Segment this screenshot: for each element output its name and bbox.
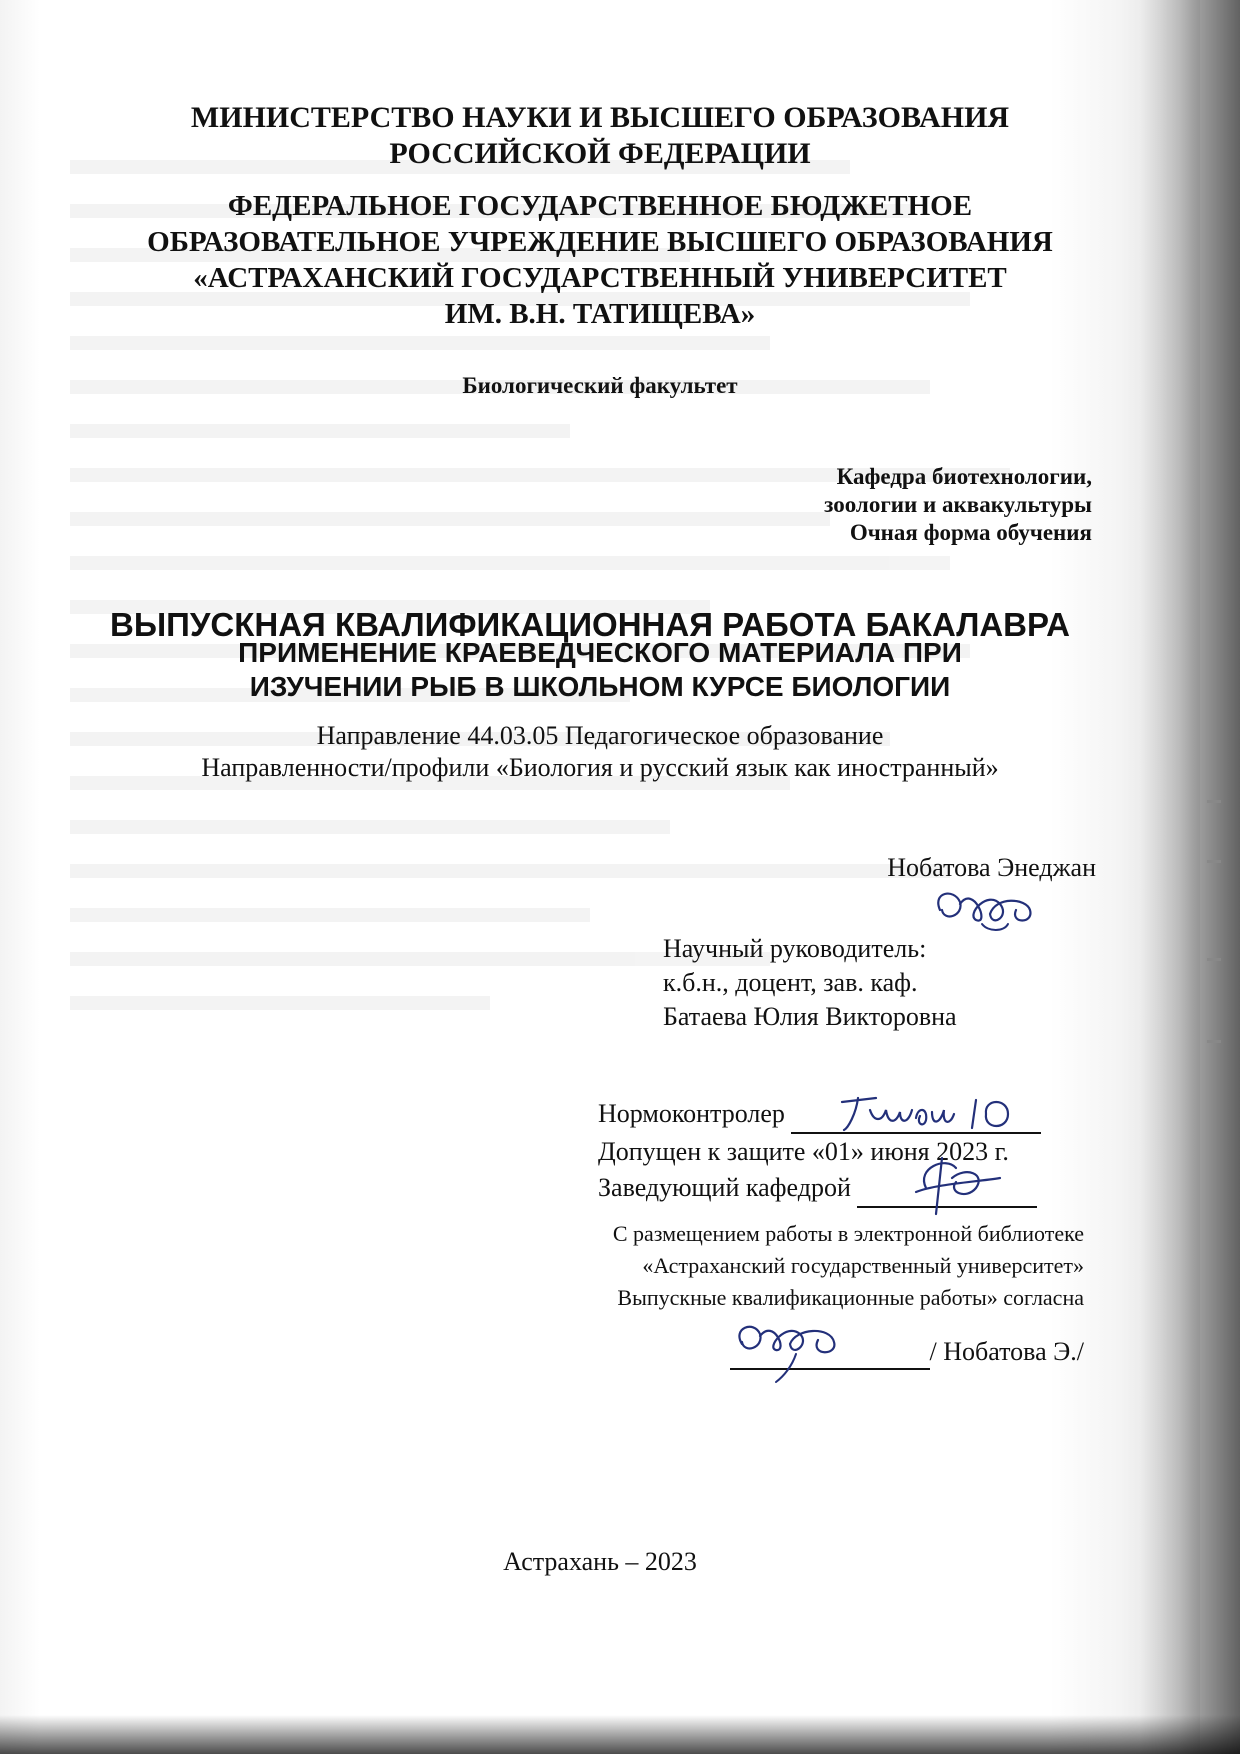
department-line-2: зоологии и аквакультуры [824,492,1092,517]
consent-signature [726,1310,856,1390]
institution-heading [100,188,1100,332]
normcontroller-label: Нормоконтролер [598,1099,785,1128]
institution-line-2: ОБРАЗОВАТЕЛЬНОЕ УЧРЕЖДЕНИЕ ВЫСШЕГО ОБРАЗОВАНИЯ [147,226,1053,258]
consent-line-2: «Астраханский государственный университет» [642,1253,1084,1278]
work-type-heading: ВЫПУСКНАЯ КВАЛИФИКАЦИОННАЯ РАБОТА БАКАЛАВРА [110,606,1070,643]
work-title-line-2: ИЗУЧЕНИИ РЫБ В ШКОЛЬНОМ КУРСЕ БИОЛОГИИ [249,671,951,702]
department-line-1: Кафедра биотехнологии, [836,464,1092,489]
edge-mark [1207,958,1221,961]
department-block [700,463,1092,547]
institution-line-4: ИМ. В.Н. ТАТИЩЕВА» [444,298,756,330]
study-form: Очная форма обучения [849,520,1092,545]
page-bottom-shadow [0,1715,1240,1754]
consent-line-3: Выпускные квалификационные работы» согласна [617,1285,1084,1310]
ministry-heading [150,100,1050,172]
faculty-name: Биологический факультет [462,373,738,398]
supervisor-degree: к.б.н., доцент, зав. каф. [663,968,918,997]
author-signature [930,880,1050,940]
library-consent [470,1218,1084,1314]
direction-line: Направление 44.03.05 Педагогическое образование [316,721,884,750]
city-year: Астрахань – 2023 [503,1547,697,1576]
consent-signature-name: / Нобатова Э./ [929,1337,1084,1366]
head-row [598,1170,1078,1208]
ministry-line-2: РОССИЙСКОЙ ФЕДЕРАЦИИ [389,137,811,170]
author-name: Нобатова Энеджан [887,853,1096,882]
institution-line-1: ФЕДЕРАЛЬНОЕ ГОСУДАРСТВЕННОЕ БЮДЖЕТНОЕ [227,190,973,222]
edge-mark [1207,800,1221,803]
supervisor-label: Научный руководитель: [663,934,927,963]
work-title [160,636,1040,704]
consent-line-1: С размещением работы в электронной библиотеке [612,1221,1084,1246]
head-of-department-label: Заведующий кафедрой [598,1173,851,1202]
edge-mark [1207,860,1221,863]
profile-line: Направленности/профили «Биология и русский язык как иностранный» [201,753,999,782]
supervisor-block [663,932,1063,1034]
supervisor-name: Батаева Юлия Викторовна [663,1002,957,1031]
head-signature [896,1148,1006,1218]
admission-row: Допущен к защите «01» июня 2023 г. [598,1137,1009,1166]
normcontroller-signature [836,1088,1046,1138]
institution-line-3: «АСТРАХАНСКИЙ ГОСУДАРСТВЕННЫЙ УНИВЕРСИТЕТ [193,262,1007,294]
edge-mark [1207,1040,1221,1043]
page-edge-shadow [1140,0,1240,1754]
work-title-line-1: ПРИМЕНЕНИЕ КРАЕВЕДЧЕСКОГО МАТЕРИАЛА ПРИ [238,637,962,668]
ministry-line-1: МИНИСТЕРСТВО НАУКИ И ВЫСШЕГО ОБРАЗОВАНИЯ [190,101,1010,134]
study-direction [100,720,1100,784]
